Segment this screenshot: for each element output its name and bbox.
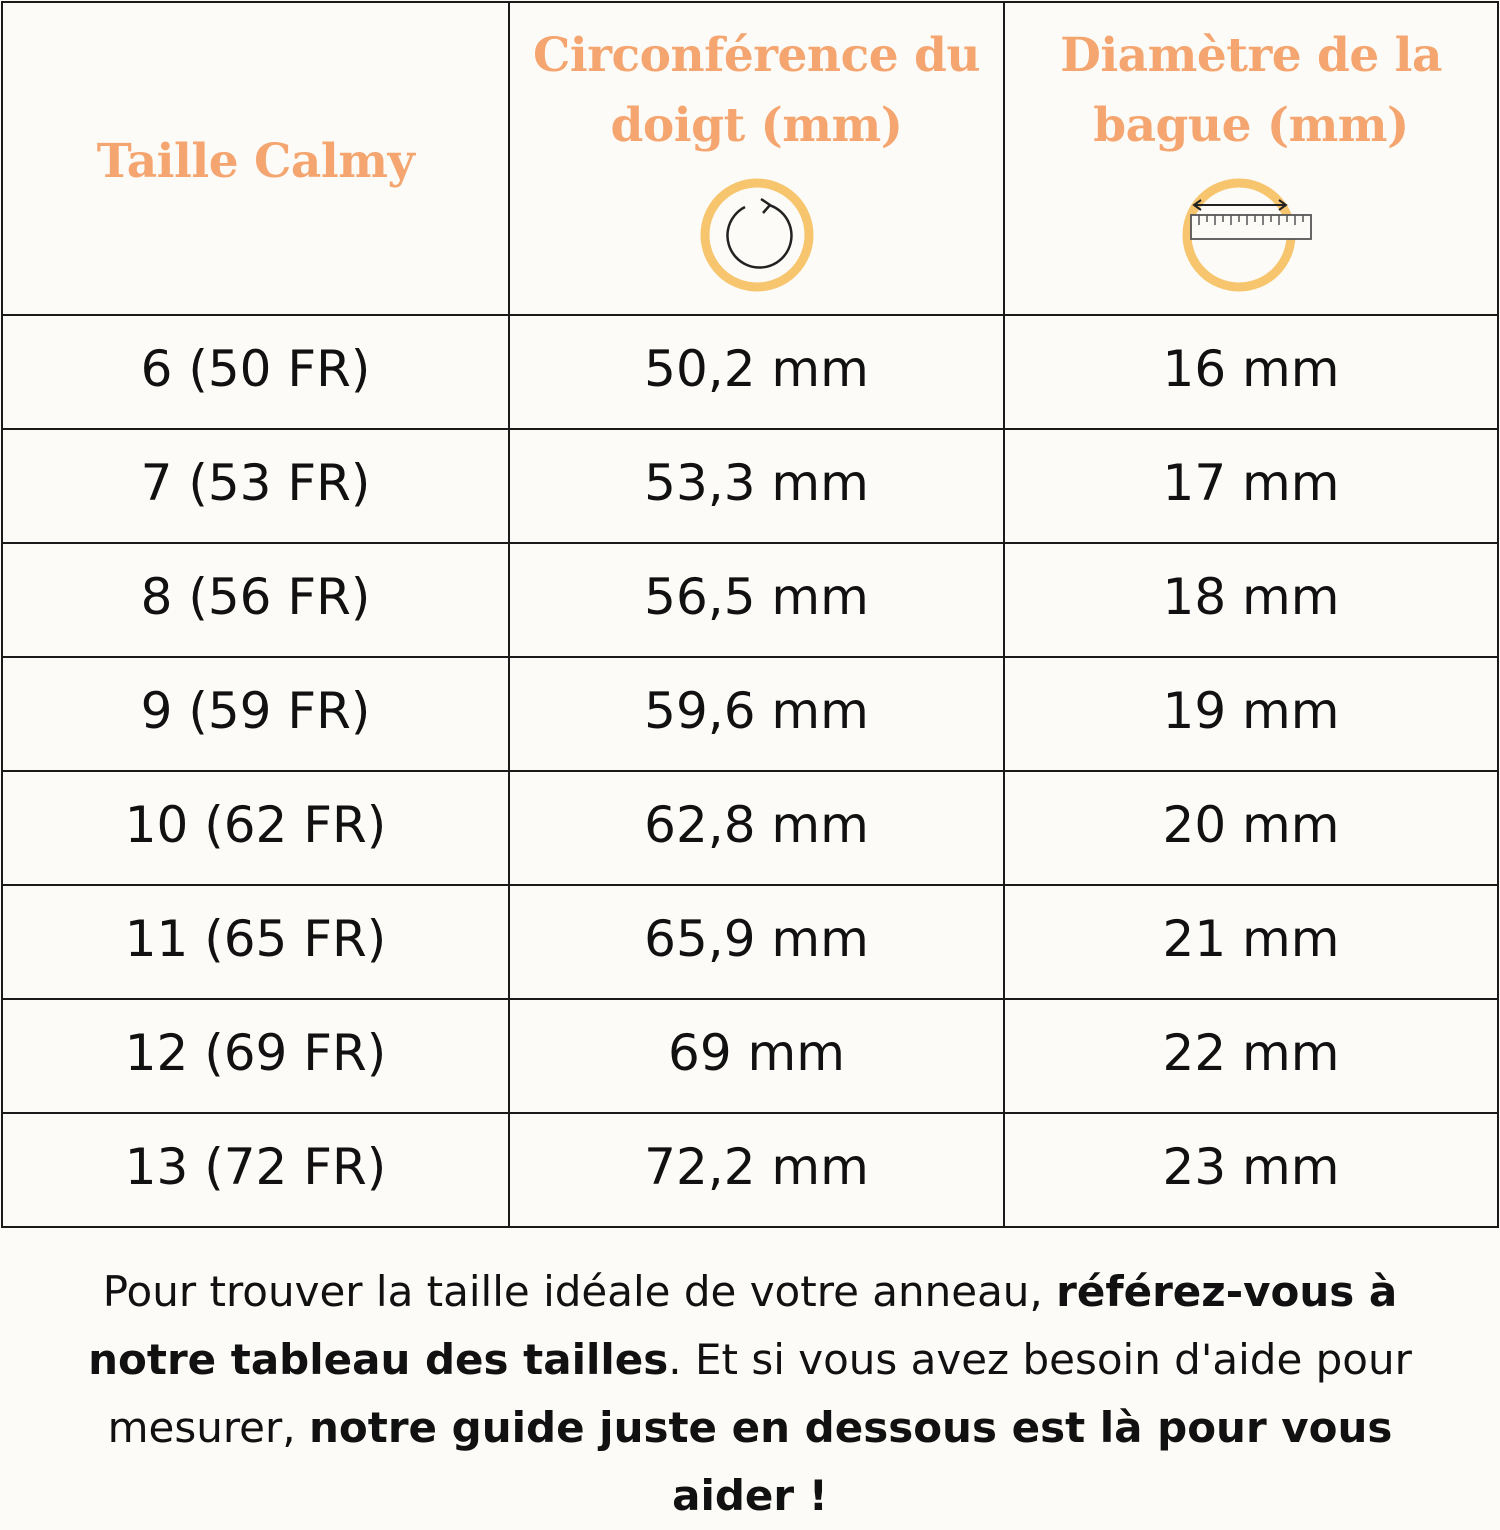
diameter-cell: 22 mm bbox=[1004, 999, 1498, 1113]
table-row bbox=[2, 543, 1498, 657]
header-diameter-label bbox=[1005, 21, 1497, 161]
circumference-cell: 50,2 mm bbox=[509, 315, 1004, 429]
header-circumference-label bbox=[510, 21, 1003, 161]
size-cell: 6 (50 FR) bbox=[2, 315, 509, 429]
size-cell: 9 (59 FR) bbox=[2, 657, 509, 771]
diameter-cell: 23 mm bbox=[1004, 1113, 1498, 1227]
footer-note bbox=[40, 1258, 1460, 1530]
table-row bbox=[2, 1113, 1498, 1227]
size-cell: 12 (69 FR) bbox=[2, 999, 509, 1113]
header-size bbox=[2, 2, 509, 315]
table-row bbox=[2, 429, 1498, 543]
header-circumference-line2: doigt (mm) bbox=[610, 98, 903, 153]
diameter-cell: 17 mm bbox=[1004, 429, 1498, 543]
footer-text-bold-1: référez-vous à notre tableau des tailles bbox=[88, 1267, 1398, 1384]
header-diameter-line2: bague (mm) bbox=[1093, 98, 1409, 153]
size-cell: 7 (53 FR) bbox=[2, 429, 509, 543]
size-cell: 8 (56 FR) bbox=[2, 543, 509, 657]
size-cell: 11 (65 FR) bbox=[2, 885, 509, 999]
header-diameter bbox=[1004, 2, 1498, 315]
ring-circumference-icon bbox=[697, 175, 817, 295]
diameter-cell: 18 mm bbox=[1004, 543, 1498, 657]
circumference-cell: 65,9 mm bbox=[509, 885, 1004, 999]
table-row bbox=[2, 771, 1498, 885]
table-body bbox=[2, 315, 1498, 1227]
table-header-row bbox=[2, 2, 1498, 315]
table-row bbox=[2, 885, 1498, 999]
circumference-cell: 72,2 mm bbox=[509, 1113, 1004, 1227]
table-row bbox=[2, 657, 1498, 771]
header-size-label: Taille Calmy bbox=[96, 134, 415, 189]
header-circumference bbox=[509, 2, 1004, 315]
table-row bbox=[2, 315, 1498, 429]
circumference-cell: 56,5 mm bbox=[509, 543, 1004, 657]
diameter-cell: 16 mm bbox=[1004, 315, 1498, 429]
footer-text-2: . Et si vous avez besoin d'aide pour mesurer, bbox=[107, 1335, 1412, 1452]
circumference-cell: 53,3 mm bbox=[509, 429, 1004, 543]
circumference-cell: 69 mm bbox=[509, 999, 1004, 1113]
diameter-cell: 21 mm bbox=[1004, 885, 1498, 999]
footer-text-bold-2: notre guide juste en dessous est là pour vous aider ! bbox=[308, 1403, 1393, 1520]
size-cell: 13 (72 FR) bbox=[2, 1113, 509, 1227]
size-cell: 10 (62 FR) bbox=[2, 771, 509, 885]
circumference-cell: 59,6 mm bbox=[509, 657, 1004, 771]
table-row bbox=[2, 999, 1498, 1113]
footer-text-1: Pour trouver la taille idéale de votre anneau, bbox=[102, 1267, 1057, 1316]
header-circumference-line1: Circonférence du bbox=[532, 28, 981, 83]
circumference-cell: 62,8 mm bbox=[509, 771, 1004, 885]
diameter-cell: 20 mm bbox=[1004, 771, 1498, 885]
ring-size-table bbox=[1, 1, 1499, 1228]
ring-diameter-ruler-icon bbox=[1181, 175, 1321, 295]
header-diameter-line1: Diamètre de la bbox=[1060, 28, 1442, 83]
diameter-cell: 19 mm bbox=[1004, 657, 1498, 771]
